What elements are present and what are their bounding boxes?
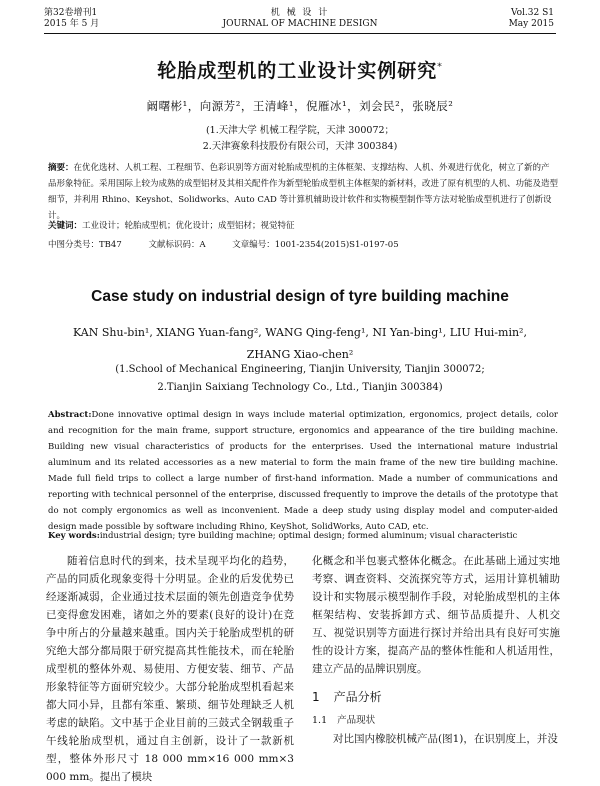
header-volume-en-line: Vol.32 S1	[510, 8, 554, 18]
paper-title-en: Case study on industrial design of tyre building machine	[91, 288, 509, 305]
abstract-cn-text: 在优化选材、人机工程、工程细节、色彩识别等方面对轮胎成型机的主体框架、支撑结构、人机、外观进行优化，树立了新的产品形象特征。采用国际上较为成熟的成型铝材及其相关配件作为新型轮胎成型机主体框架的新材料，改进了原有机型的人机、功能及造型细节，并利用 Rhino、Keyshot、Solidworks、Auto CAD 等计算机辅助设计软件和实物模型制作等方法对轮胎成型机进行了创新设计。	[48, 163, 559, 221]
header-journal-en: JOURNAL OF MACHINE DESIGN	[222, 19, 378, 29]
section-number: 1	[312, 690, 320, 704]
abstract-en-text: Done innovative optimal design in ways include material optimization, ergonomics, project details, color and recognition for the main frame, support structure, ergonomics and appearance of the tire building machine. Building new visual characteristics of products for the enterprises. Used the international mature industrial aluminum and its related accessories as a new material to form the main frame of the new tire building machine. Made full field trips to collect a large number of first-hand information. Made a number of communications and reporting with technical personnel of the enterprise, discussed frequently to improve the details of the prototype that do not comply ergonomics as well as inconvenient. Made a deep study using display model and computer-aided design made possible by software including Rhino, KeyShot, SolidWorks, Auto CAD, etc.	[48, 410, 558, 532]
keywords-en	[48, 531, 558, 541]
affiliation-en-1: (1.School of Mechanical Engineering, Tianjin University, Tianjin 300072;	[115, 364, 485, 375]
authors-en: KAN Shu-bin¹, XIANG Yuan-fang², WANG Qing-feng¹, NI Yan-bing¹, LIU Hui-min², ZHANG Xiao-chen²	[73, 326, 527, 361]
keywords-cn-text: 工业设计；轮胎成型机；优化设计；成型铝材；视觉特征	[82, 221, 295, 231]
subsection-number: 1.1	[312, 715, 328, 726]
body-paragraph-intro: 随着信息时代的到来，技术呈现平均化的趋势，产品的同质化现象变得十分明显。企业的后发优势已经逐渐减弱，企业通过技术层面的领先创造竞争优势已变得愈发困难，诸如之外的要素(良好的设计)在竞争中所占的分量越来越重。国内关于轮胎成型机的研究绝大部分都局限于研究提高其性能技术，而在轮胎成型机的整体外观、易使用、方便安装、细节、产品形象特征等方面研究较少。大部分轮胎成型机看起来都大同小异，且都有笨重、繁琐、细节处理缺乏人机考虑的缺陷。文中基于企业目前的三鼓式全钢载重子午线轮胎成型机，通过自主创新，设计了一款新机型，整体外形尺寸 18 000 mm×16 000 mm×3 000 mm。提出了模块	[46, 555, 294, 783]
header-date-cn: 2015 年 5 月	[44, 19, 100, 29]
header-volume-en	[509, 8, 554, 30]
keywords-cn-label: 关键词：	[48, 221, 83, 231]
header-volume: 第32卷增刊1	[44, 8, 98, 18]
abstract-cn-label: 摘要：	[48, 163, 74, 173]
article-number: 文章编号：1001-2354(2015)S1-0197-05	[232, 240, 399, 250]
body-paragraph-intro-cont: 化概念和半包裹式整体化概念。在此基础上通过实地考察、调查资料、交流探究等方式，运用计算机辅助设计和实物展示模型制作手段，对轮胎成型机的主体框架结构、安装拆卸方式、细节品质提升、人机交互、视觉识别等方面进行探讨并给出具有良好可实施性的设计方案，提高产品的整体性能和人机适用性，建立产品的品牌识别度。	[312, 555, 560, 675]
affiliation-cn-1: (1.天津大学 机械工程学院，天津 300072；	[205, 125, 395, 136]
paper-title-cn	[0, 56, 600, 83]
affiliation-cn-2: 2.天津赛象科技股份有限公司，天津 300384)	[202, 141, 398, 152]
header-divider	[44, 33, 556, 34]
affiliation-en-2: 2.Tianjin Saixiang Technology Co., Ltd., Tianjin 300384)	[157, 382, 443, 393]
title-footnote-mark: *	[437, 62, 443, 73]
authors-cn: 阚曙彬¹，向源芳²，王清峰¹，倪雁冰¹，刘会民²，张晓辰²	[146, 99, 454, 113]
header-date-en: May 2015	[508, 19, 554, 29]
subsection-title: 产品现状	[337, 715, 376, 726]
document-code: 文献标识码：A	[148, 240, 206, 250]
body-paragraph-1-1: 对比国内橡胶机械产品(图1)，在识别度上，并没	[333, 733, 558, 745]
paper-title-cn-text: 轮胎成型机的工业设计实例研究	[157, 60, 438, 82]
keywords-en-label: Key words:	[48, 531, 100, 541]
keywords-en-text: industrial design; tyre building machine; optimal design; formed aluminum; visual characteristic	[99, 531, 518, 541]
keywords-cn	[48, 220, 558, 232]
section-title: 产品分析	[333, 690, 382, 704]
body-column-right	[312, 552, 560, 748]
abstract-en	[48, 407, 558, 535]
abstract-en-label: Abstract:	[48, 410, 92, 420]
section-heading-1	[312, 688, 560, 706]
clc-number: 中图分类号：TB47	[48, 240, 122, 250]
body-column-left	[46, 552, 294, 786]
subsection-heading-1-1	[312, 712, 560, 730]
header-journal-cn: 机 械 设 计	[270, 8, 330, 18]
classification-cn	[48, 238, 558, 250]
abstract-cn	[48, 160, 558, 224]
